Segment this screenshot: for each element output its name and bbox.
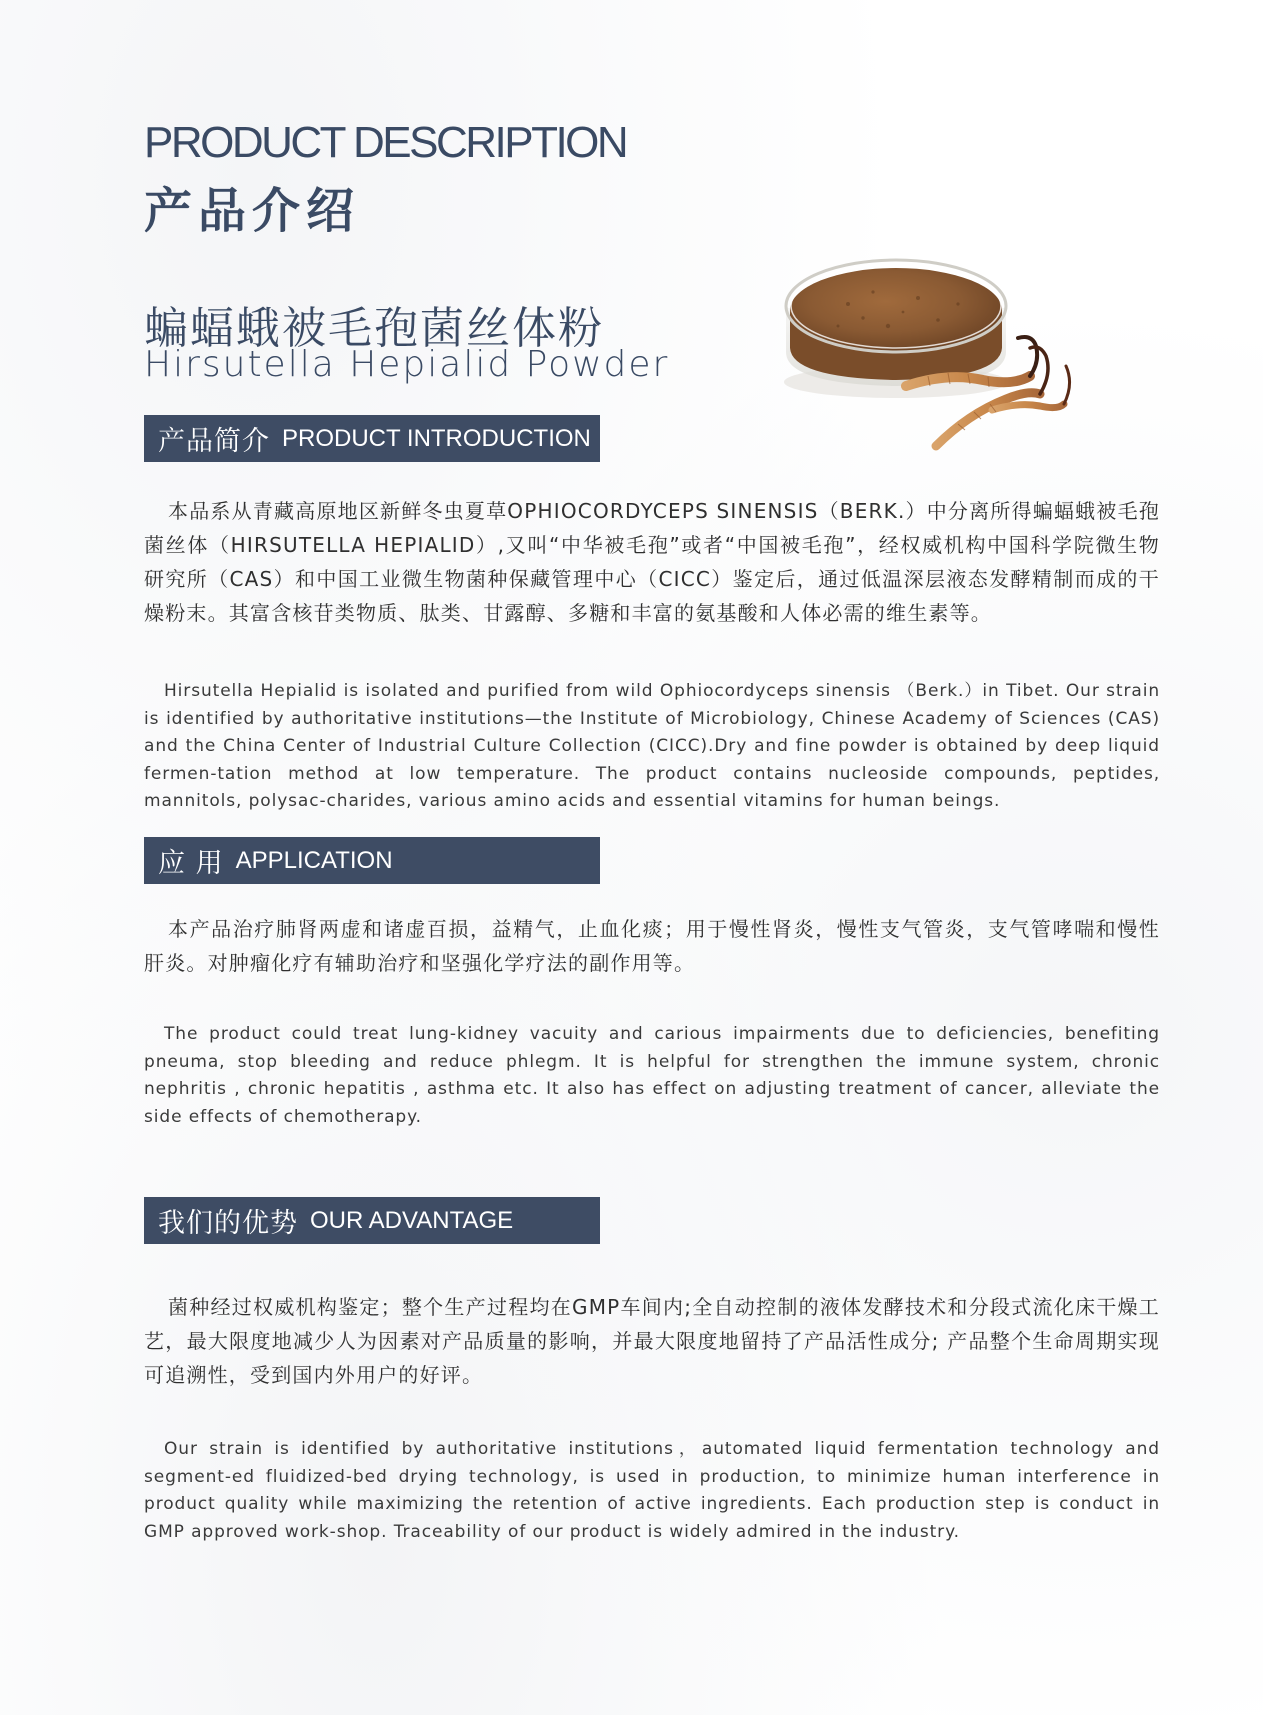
section-header-introduction (144, 415, 600, 462)
product-powder-image (778, 234, 1098, 484)
page-title-cn: 产品介绍 (144, 183, 361, 239)
page-title-en: PRODUCT DESCRIPTION (144, 118, 627, 167)
advantage-text-cn: 菌种经过权威机构鉴定；整个生产过程均在GMP车间内;全自动控制的液体发酵技术和分段式流化床干燥工艺，最大限度地减少人为因素对产品质量的影响，并最大限度地留持了产品活性成分; 产品整个生命周期实现可追溯性，受到国内外用户的好评。 (144, 1295, 1160, 1387)
section-title-en: OUR ADVANTAGE (310, 1206, 514, 1234)
product-name-en: Hirsutella Hepialid Powder (144, 344, 670, 385)
introduction-text-en: Hirsutella Hepialid is isolated and purified from wild Ophiocordyceps sinensis （Berk.）in Tibet. Our strain is identified by authoritative institutions—the Institute of Microbiology, Chinese Academy of Sciences (CAS) and the China Center of Industrial Culture Collection (CICC).Dry and fine powder is obtained by deep liquid fermen-tation method at low temperature. The product contains nucleoside compounds, peptides, mannitols, polysac-charides, various amino acids and essential vitamins for human beings. (144, 681, 1160, 811)
introduction-text-cn: 本品系从青藏高原地区新鲜冬虫夏草OPHIOCORDYCEPS SINENSIS（BERK.）中分离所得蝙蝠蛾被毛孢菌丝体（HIRSUTELLA HEPIALID）,又叫“中华被毛孢”或者“中国被毛孢”，经权威机构中国科学院微生物研究所（CAS）和中国工业微生物菌种保藏管理中心（CICC）鉴定后，通过低温深层液态发酵精制而成的干燥粉末。其富含核苷类物质、肽类、甘露醇、多糖和丰富的氨基酸和人体必需的维生素等。 (144, 499, 1160, 625)
section-header-advantage (144, 1197, 600, 1244)
application-text-en: The product could treat lung-kidney vacuity and carious impairments due to deficiencies, benefiting pneuma, stop bleeding and reduce phlegm. It is helpful for strengthen the immune system, chronic nephritis , chronic hepatitis , asthma etc. It also has effect on adjusting treatment of cancer, alleviate the side effects of chemotherapy. (144, 1024, 1160, 1127)
advantage-text-en: Our strain is identified by authoritative institutions，automated liquid fermentation technology and segment-ed fluidized-bed drying technology, is used in production, to minimize human interference in product quality while maximizing the retention of active ingredients. Each production step is conduct in GMP approved work-shop. Traceability of our product is widely admired in the industry. (144, 1439, 1160, 1542)
section-title-cn: 我们的优势 (158, 1208, 298, 1239)
section-title-cn: 应 用 (158, 848, 224, 879)
application-text-cn: 本产品治疗肺肾两虚和诸虚百损，益精气，止血化痰；用于慢性肾炎，慢性支气管炎，支气管哮喘和慢性肝炎。对肿瘤化疗有辅助治疗和坚强化学疗法的副作用等。 (144, 917, 1160, 975)
section-title-en: PRODUCT INTRODUCTION (282, 424, 591, 452)
section-title-en: APPLICATION (235, 846, 393, 874)
product-name-cn: 蝙蝠蛾被毛孢菌丝体粉 (144, 303, 604, 354)
section-header-application (144, 837, 600, 884)
section-title-cn: 产品简介 (158, 426, 270, 457)
